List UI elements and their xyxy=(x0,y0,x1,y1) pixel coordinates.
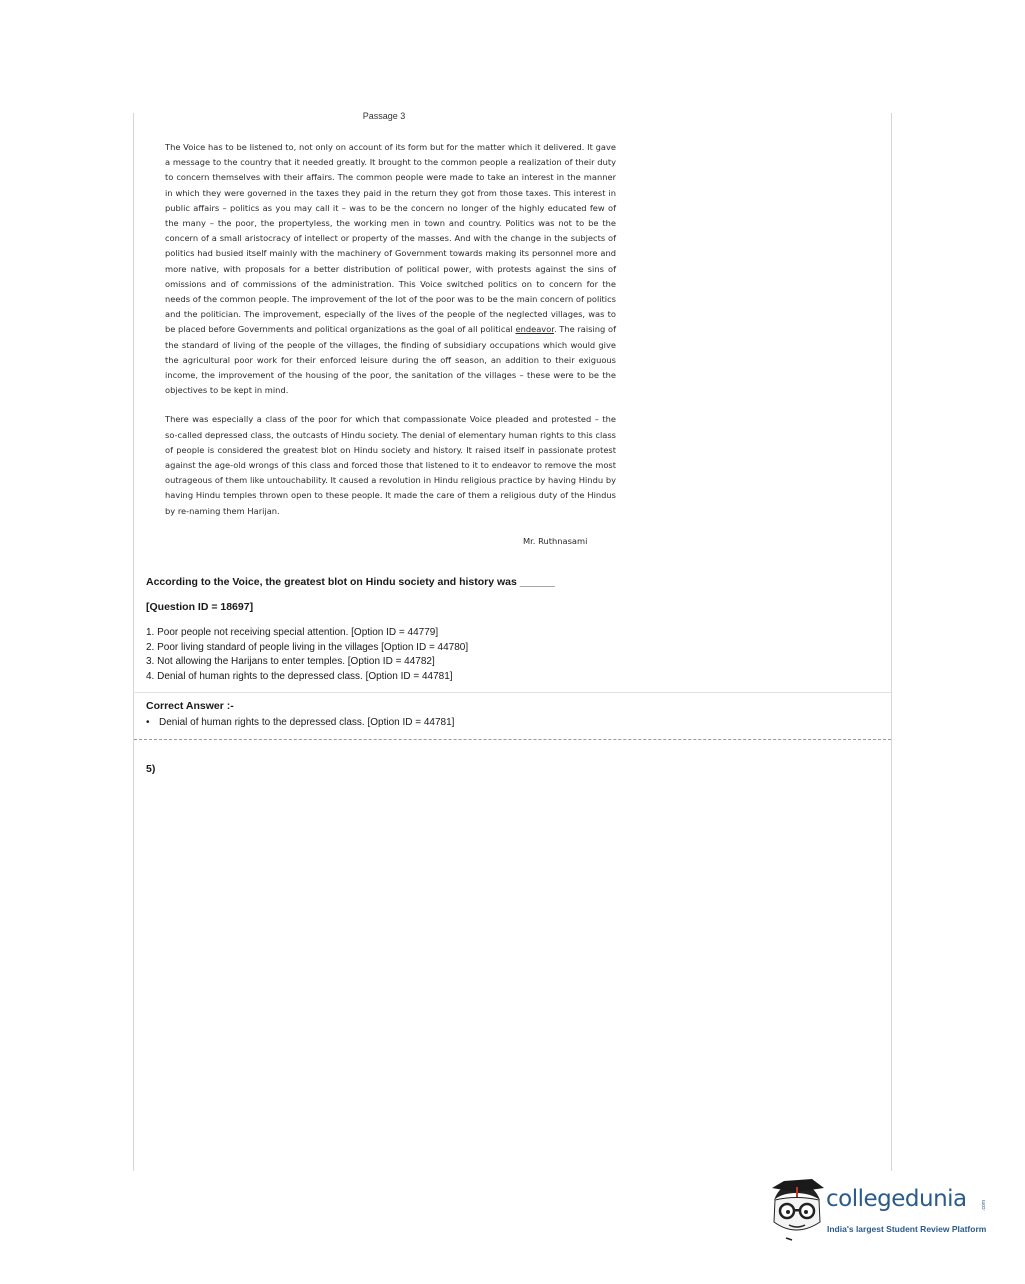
brand-domain: .com xyxy=(981,1200,987,1211)
option-3: 3. Not allowing the Harijans to enter temples. [Option ID = 44782] xyxy=(146,656,435,668)
option-2: 2. Poor living standard of people living in the villages [Option ID = 44780] xyxy=(146,641,469,653)
next-question-number: 5) xyxy=(146,763,156,775)
passage-paragraph-2: There was especially a class of the poor for which that compassionate Voice pleaded and protested – the so-called depressed class, the outcasts of Hindu society. The denial of elementary human rights to this class of people is considered the greatest blot on Hindu society and history. It raised itself in passionate protest against the age-old wrongs of this class and forced those that listened to it to endeavor to remove the most outrageous of them like untouchability. It caused a revolution in Hindu religious practice by having Hindu by having Hindu temples thrown open to these people. It made the care of them a religious duty of the Hindus by re-naming them Harijan. xyxy=(165,414,616,516)
mascot-icon xyxy=(766,1176,828,1246)
options-list xyxy=(146,626,468,684)
brand-name: collegedunia xyxy=(826,1186,967,1212)
question-id: [Question ID = 18697] xyxy=(146,601,254,613)
option-4: 4. Denial of human rights to the depressed class. [Option ID = 44781] xyxy=(146,670,453,682)
page-frame-right-border xyxy=(891,113,892,1171)
passage-title: Passage 3 xyxy=(362,111,406,121)
passage-body xyxy=(165,140,616,519)
brand-tagline: India's largest Student Review Platform xyxy=(827,1224,987,1234)
bullet-icon: • xyxy=(146,717,150,728)
question-text: According to the Voice, the greatest blot on Hindu society and history was ______ xyxy=(146,576,555,588)
passage-author: Mr. Ruthnasami xyxy=(523,536,588,546)
passage-p1-text-end: . The raising of the standard of living of the people of the villages, the finding of subsidiary occupations which would give the agricultural poor work for their enforced leisure during the off season, an addition to their exiguous income, the improvement of the housing of the poor, the sanitation of the villages – these were to be the objectives to be kept in mind. xyxy=(165,324,616,396)
dashed-question-separator xyxy=(134,739,891,740)
underlined-word: endeavor xyxy=(515,324,554,335)
correct-answer-text: Denial of human rights to the depressed class. [Option ID = 44781] xyxy=(159,717,455,728)
correct-answer-item xyxy=(146,717,454,728)
passage-p1-text-start: The Voice has to be listened to, not only on account of its form but for the matter which it delivered. It gave a message to the country that it needed greatly. It brought to the common people a realization of their duty to concern themselves with their affairs. The common people were made to take an interest in the manner in which they were governed in the taxes they paid in the return they got from those taxes. This interest in public affairs – politics as you may call it – was to be the concern no longer of the highly educated few of the many – the poor, the propertyless, the working men in town and country. Politics was not to be the concern of a small aristocracy of intellect or property of the masses. And with the change in the subjects of politics had busied itself mainly with the machinery of Government towards making its personnel more and more native, with proposals for a better distribution of political power, with protests against the sins of omissions and of commissions of the administration. This Voice switched politics on to concern for the needs of the common people. The improvement of the lot of the poor was to be the main concern of politics and the politician. The improvement, especially of the lives of the people of the neglected villages, was to be placed before Governments and political organizations as the goal of all political xyxy=(165,142,616,335)
page-frame-left-border xyxy=(133,113,134,1171)
brand-logo xyxy=(766,1176,996,1246)
passage-paragraph-1 xyxy=(165,140,616,398)
correct-answer-label: Correct Answer :- xyxy=(146,700,234,712)
section-divider xyxy=(134,692,891,693)
option-1: 1. Poor people not receiving special attention. [Option ID = 44779] xyxy=(146,627,439,638)
